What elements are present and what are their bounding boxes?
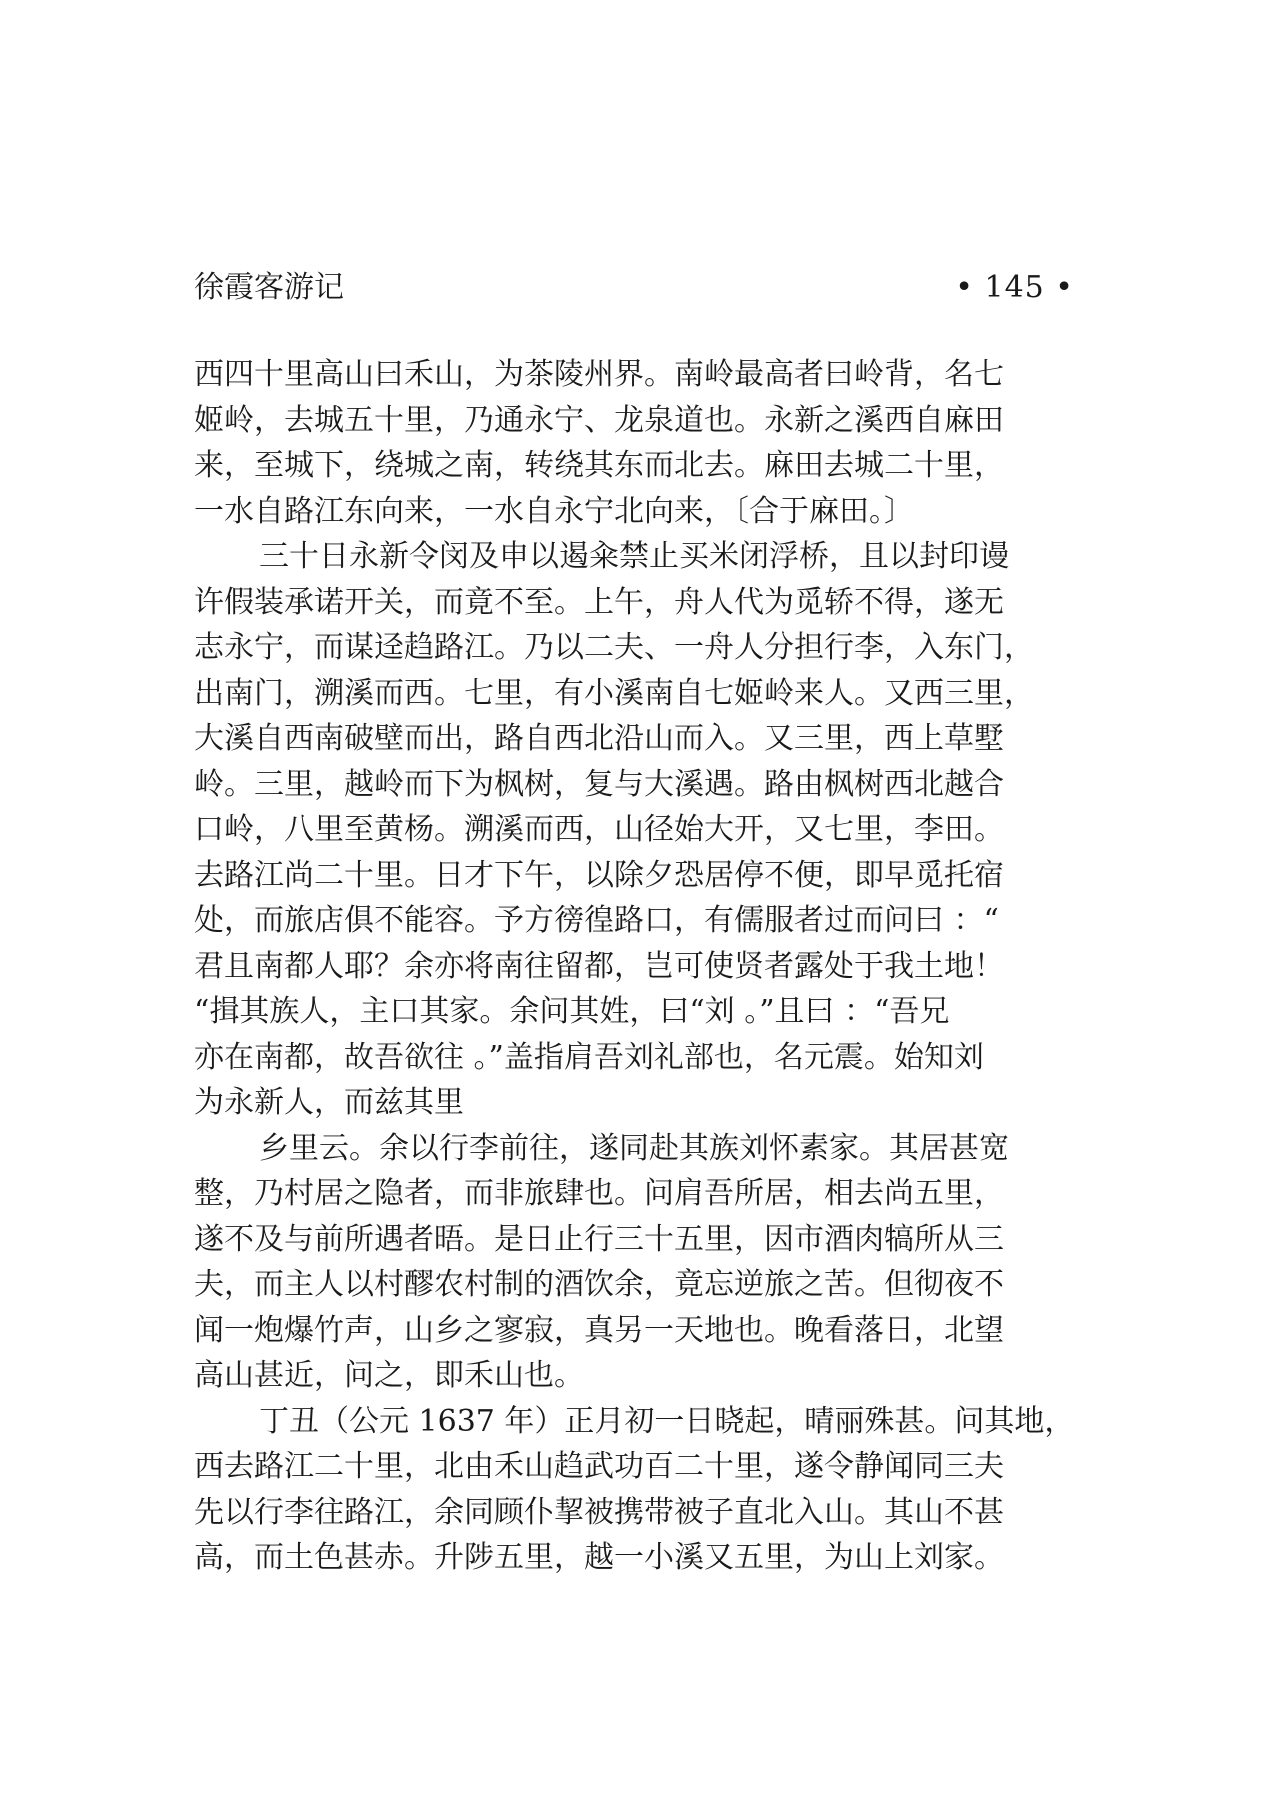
text-line: 去路江尚二十里。日才下午，以除夕恐居停不便，即早觅托宿 xyxy=(194,857,1004,893)
text-line: 高山甚近，问之，即禾山也。 xyxy=(194,1358,584,1393)
text-line: 闻一炮爆竹声，山乡之寥寂，真另一天地也。晚看落日，北望 xyxy=(194,1312,1004,1348)
text-line: “揖其族人，主口其家。余问其姓，曰“刘 。”且曰 ：“吾兄 xyxy=(194,994,950,1029)
text-line: 亦在南都，故吾欲往 。”盖指肩吾刘礼部也，名元震。始知刘 xyxy=(194,1039,984,1075)
text-line: 为永新人，而兹其里 xyxy=(194,1085,464,1120)
text-line: 出南门，溯溪而西。七里，有小溪南自七姬岭来人。又西三里， xyxy=(194,675,1034,711)
text-line: 口岭，八里至黄杨。溯溪而西，山径始大开，又七里，李田。 xyxy=(194,812,1004,847)
text-line: 三十日永新令闵及申以遏籴禁止买米闭浮桥，且以封印谩 xyxy=(259,539,1009,574)
page-header xyxy=(194,266,1074,310)
text-line: 整，乃村居之隐者，而非旅肆也。问肩吾所居，相去尚五里， xyxy=(194,1176,1004,1211)
text-line: 遂不及与前所遇者晤。是日止行三十五里，因市酒肉犒所从三 xyxy=(194,1221,1004,1257)
book-title: 徐霞客游记 xyxy=(194,270,344,305)
text-line: 君且南都人耶？余亦将南往留都，岂可使贤者露处于我土地！ xyxy=(194,948,1004,984)
text-line: 姬岭，去城五十里，乃通永宁、龙泉道也。永新之溪西自麻田 xyxy=(194,402,1004,438)
text-line: 处，而旅店俱不能容。予方徬徨路口，有儒服者过而问曰 ：“ xyxy=(194,903,999,938)
text-line: 岭。三里，越岭而下为枫树，复与大溪遇。路由枫树西北越合 xyxy=(194,766,1004,802)
text-line: 许假装承诺开关，而竟不至。上午，舟人代为觅轿不得，遂无 xyxy=(194,584,1004,620)
text-line: 丁丑（公元 1637 年）正月初一日晓起，晴丽殊甚。问其地， xyxy=(259,1403,1075,1439)
text-line: 西四十里高山曰禾山，为茶陵州界。南岭最高者曰岭背，名七 xyxy=(194,357,1004,392)
text-line: 西去路江二十里，北由禾山趋武功百二十里，遂令静闻同三夫 xyxy=(194,1449,1004,1484)
page-number: • 145 • xyxy=(955,270,1074,305)
text-line: 大溪自西南破壁而出，路自西北沿山而入。又三里，西上草墅 xyxy=(194,721,1004,756)
text-line: 一水自路江东向来，一水自永宁北向来，〔合于麻田。〕 xyxy=(194,493,914,529)
text-line: 夫，而主人以村醪农村制的酒饮余，竟忘逆旅之苦。但彻夜不 xyxy=(194,1267,1004,1302)
text-line: 高，而土色甚赤。升陟五里，越一小溪又五里，为山上刘家。 xyxy=(194,1540,1004,1575)
text-line: 先以行李往路江，余同顾仆挈被携带被子直北入山。其山不甚 xyxy=(194,1494,1004,1530)
text-line: 乡里云。余以行李前往，遂同赴其族刘怀素家。其居甚宽 xyxy=(259,1130,1009,1166)
text-line: 来，至城下，绕城之南，转绕其东而北去。麻田去城二十里， xyxy=(194,448,1004,483)
text-line: 志永宁，而谋迳趋路江。乃以二夫、一舟人分担行李，入东门， xyxy=(194,630,1034,665)
body-text xyxy=(194,352,1094,1581)
